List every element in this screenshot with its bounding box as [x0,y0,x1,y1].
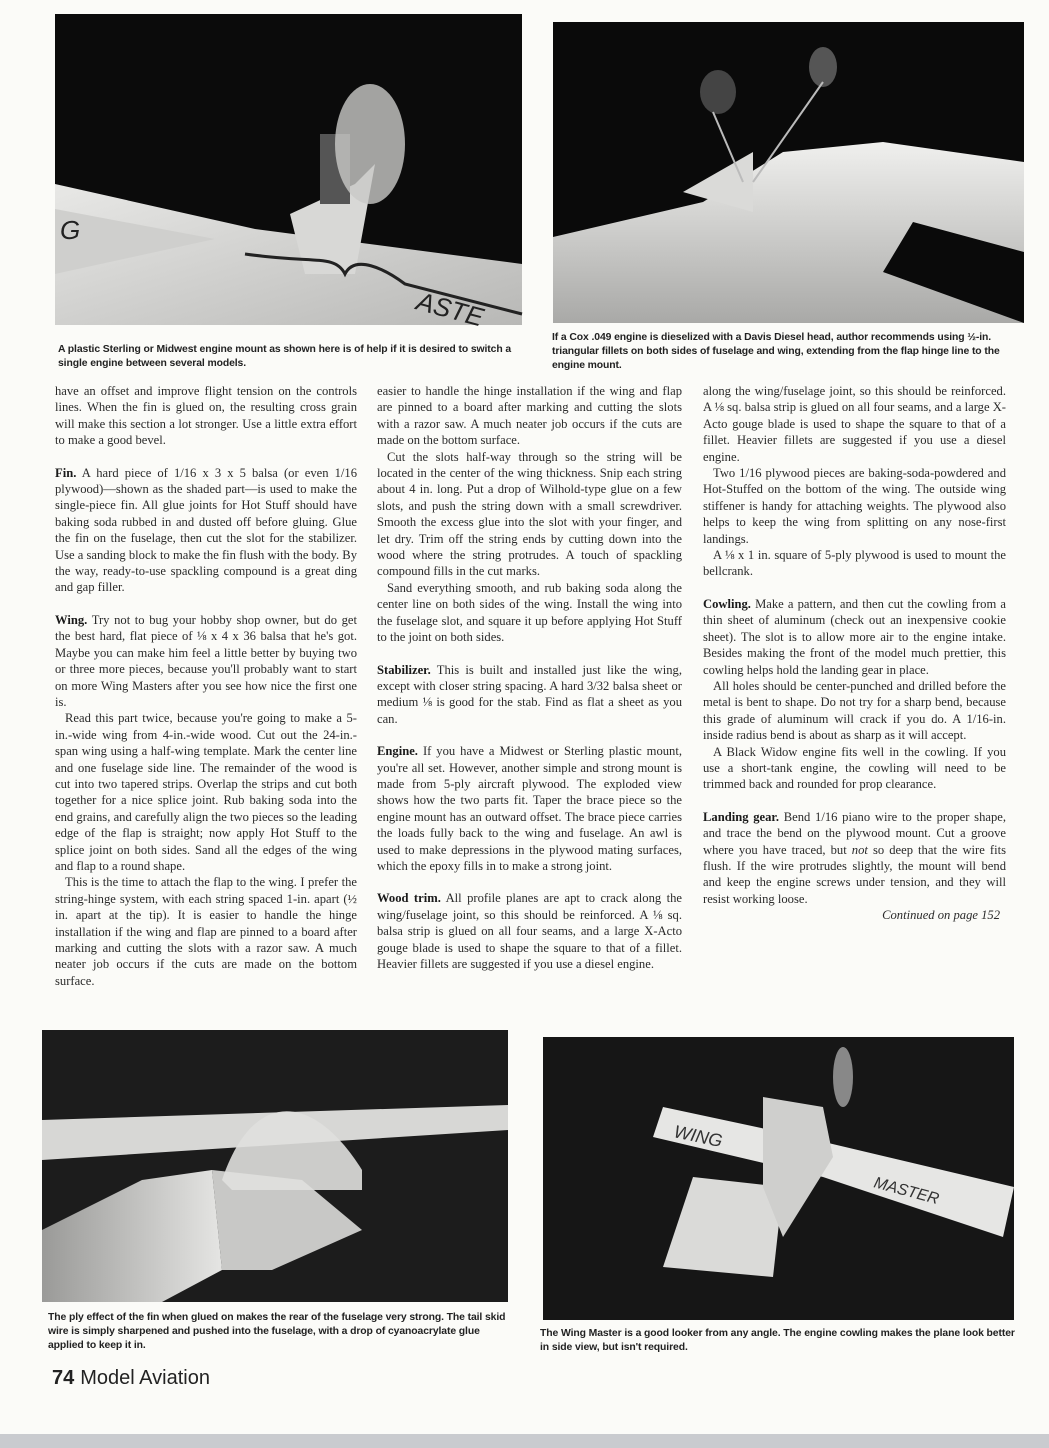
photo-caption: If a Cox .049 engine is dieselized with a Davis Diesel head, author recommends using ½-in. triangular fillets on both sides of fuselage and wing, extending from the flap hinge line to the engine mount. [552,332,1000,371]
svg-text:G: G [60,215,81,245]
paragraph: Sand everything smooth, and rub baking soda along the center line on both sides of the wing. Install the wing into the fuselage slot, and square it up before applying Hot Stuff to the joint on both sides. [377,580,682,645]
section-engine [377,743,682,874]
paragraph: easier to handle the hinge installation if the wing and flap are pinned to a board after marking and cutting the slots with a razor saw. A much neater job occurs if the cuts are made on the bottom surface. [377,384,682,448]
paragraph: A Black Widow engine fits well in the cowling. If you use a short-tank engine, the cowling will need to be trimmed back and rounded for prop clearance. [703,744,1006,792]
section-landing-gear [703,809,1006,907]
article-column-3 [703,383,1006,924]
svg-text:MASTER: MASTER [871,1174,941,1209]
section-heading: Stabilizer. [377,662,431,677]
article-column-2 [377,383,683,971]
page-footer [52,1367,210,1390]
section-wood-trim [377,890,682,971]
page-number: 74 [52,1367,75,1389]
paragraph: Two 1/16 plywood pieces are baking-soda-powdered and Hot-Stuffed on the bottom of the wing. The outside wing stiffener is handy for attaching weights. The plywood also helps to keep the wing from splitting on any nose-first landings. [703,466,1006,546]
paragraph: have an offset and improve flight tension on the controls lines. When the fin is glued on, the resulting cross grain will make this section a lot stronger. Use a little extra effort to make a good bevel. [55,384,357,448]
paragraph: If you have a Midwest or Sterling plastic mount, you're all set. However, another simple and strong mount is made from 5-ply aircraft plywood. The exploded view shows how the two parts fit. Taper the brace piece so the engine mount has an outward offset. The brace piece carries the loads fully back to the wing and fuselage. An awl is used to make depressions in the plywood mating surfaces, which the epoxy fills in to make a strong joint. [377,744,683,873]
svg-text:ASTE: ASTE [413,285,487,333]
section-wing [55,612,357,710]
emphasis: not [851,842,868,857]
section-heading: Landing gear. [703,809,779,824]
photo-caption: The Wing Master is a good looker from any angle. The engine cowling makes the plane look better in side view, but isn't required. [540,1328,1015,1353]
paragraph: so deep that the wire fits flush. If the wire protrudes slightly, the mount will bend and keep the engine screws under tension, and they will resist working loose. [703,842,1006,906]
photo-caption: A plastic Sterling or Midwest engine mount as shown here is of help if it is desired to switch a single engine between several models. [58,344,512,369]
continued-note: Continued on page 152 [882,908,1000,923]
magazine-name: Model Aviation [80,1367,210,1389]
section-heading: Fin. [55,465,77,480]
paragraph: Cut the slots half-way through so the string will be located in the center of the wing thickness. Snip each string about 4 in. long. Put a drop of Wilhold-type glue on a few slots, and push the string down with a small screwdriver. Smooth the excess glue into the slot with your finger, and let dry. Trim off the string ends by cutting down into the wood where the string protrudes. A touch of spackling compound fills in the cut marks. [377,449,682,579]
scan-edge [0,1434,1049,1448]
paragraph: A ⅛ x 1 in. square of 5-ply plywood is used to mount the bellcrank. [703,548,1006,579]
paragraph: This is built and installed just like the wing, except with closer string spacing. A hard 3/32 balsa sheet or medium ⅛ is good for the stab. Find as flat a sheet as you can. [377,662,683,726]
svg-text:WING: WING [672,1121,725,1152]
paragraph: A hard piece of 1/16 x 3 x 5 balsa (or even 1/16 plywood)—shown as the shaded part—is used to make the single-piece fin. All glue joints for Hot Stuff should have baking soda rubbed in and dusted off before gluing. Glue the fin on the fuselage, then cut the slot for the stabilizer. Use a sanding block to make the fin flush with the body. By the way, ready-to-use spackling compound is a great ding and gap filler. [55,465,357,595]
section-heading: Cowling. [703,596,751,611]
paragraph: This is the time to attach the flap to the wing. I prefer the string-hinge system, with each string spaced 1-in. apart (½ in. apart at the tip). It is easier to handle the hinge installation if the wing and flap are pinned to a board after marking and cutting the slots with a razor saw. A much neater job occurs if the cuts are made on the bottom surface. [55,875,357,988]
section-cowling [703,596,1006,678]
paragraph: Try not to bug your hobby shop owner, but do get the best hard, flat piece of ⅛ x 4 x 36 balsa that he's got. Maybe you can make him feel a little better by buying two or three more pieces, because you'll probably want to start on more Wing Masters after you see how nice the first one is. [55,612,358,709]
article-column-1 [55,383,358,988]
paragraph: Read this part twice, because you're going to make a 5-in.-wide wing from 4-in.-wide wood. Cut out the 24-in.-span wing using a half-wing template. Mark the center line and one fuselage side line. The remainder of the wood is cut into two tapered strips. Overlap the strips and cut both together for a nice splice joint. Rub baking soda into the end grains, and carefully align the two pieces so the leading edge of the flap is straight; now apply Hot Stuff to the splice joint on both sides. Sand all the edges of the wing and flap to a round shape. [55,711,357,873]
section-fin [55,465,357,596]
photo-wing-master [543,1037,1014,1320]
section-stabilizer [377,662,682,728]
paragraph: along the wing/fuselage joint, so this should be reinforced. A ⅛ sq. balsa strip is glued on all four seams, and a large X-Acto gouge blade is used to shape the square to that of a fillet. Heavier fillets are suggested if you use a diesel engine. [703,384,1007,464]
paragraph: Bend 1/16 piano wire to the proper shape, and trace the bend on the plywood mount. Cut a groove where you have traced, but [703,809,1006,857]
photo-diesel-fillets [553,22,1024,323]
paragraph: All holes should be center-punched and drilled before the metal is bent to shape. Do not try for a sharp bend, because this grade of aluminum will crack if you do. A 1/16-in. inside radius bend is about as sharp as it will accept. [703,678,1006,743]
photo-caption: The ply effect of the fin when glued on makes the rear of the fuselage very strong. The tail skid wire is simply sharpened and pushed into the fuselage, with a drop of cyanoacrylate glue applied to keep it in. [48,1312,506,1351]
section-heading: Wood trim. [377,891,441,906]
section-heading: Engine. [377,744,418,759]
photo-engine-mount [55,14,522,333]
photo-fin-tail [42,1030,508,1302]
paragraph: Make a pattern, and then cut the cowling from a thin sheet of aluminum (check out an inexpensive cookie sheet). The slot is to allow more air to the engine intake. Besides making the front of the model much prettier, this cowling helps hold the landing gear in place. [703,596,1006,677]
paragraph: All profile planes are apt to crack along the wing/fuselage joint, so this should be reinforced. A ⅛ sq. balsa strip is glued on all four seams, and a large X-Acto gouge blade is used to shape the square to that of a fillet. Heavier fillets are suggested if you use a diesel engine. [377,891,682,971]
section-heading: Wing. [55,612,88,627]
